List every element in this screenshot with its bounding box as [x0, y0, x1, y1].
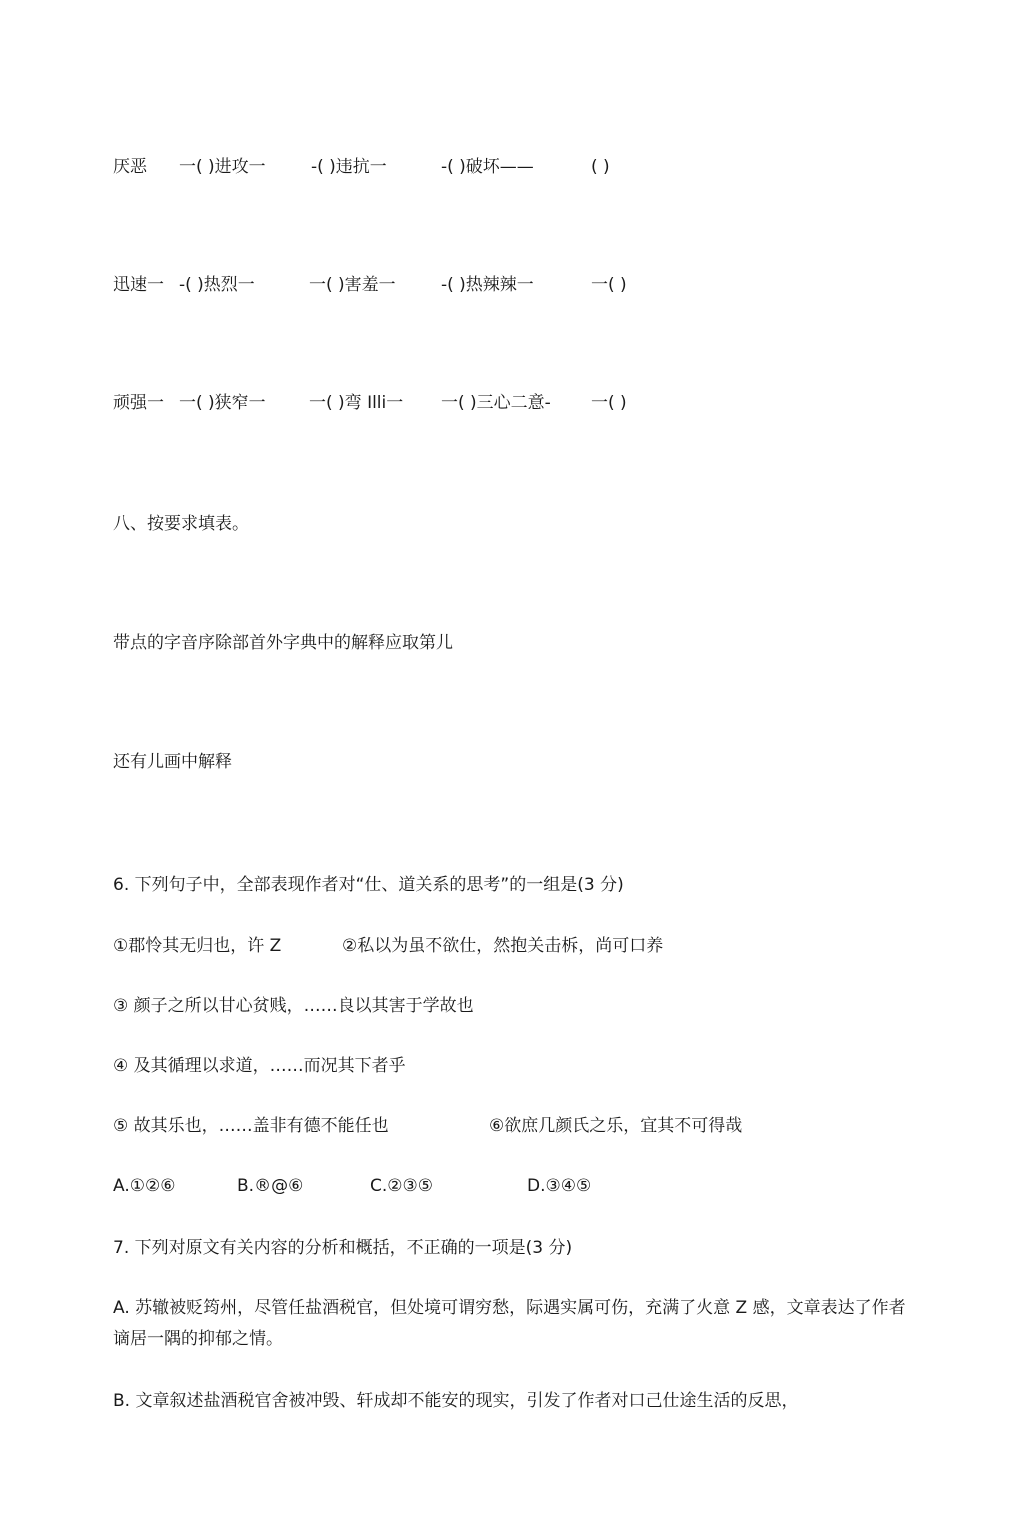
antonym-row-3-item-3: 一( )弯 Illi一	[309, 393, 404, 413]
q6-sentence-6: ⑥欲庶几颜氏之乐，宜其不可得哉	[489, 1116, 743, 1136]
antonym-row-3-item-1: 顽强一	[113, 393, 164, 413]
antonym-row-2-item-2: -( )热烈一	[179, 275, 255, 295]
q7-option-a: A. 苏辙被贬筠州，尽管任盐酒税官，但处境可谓穷愁，际遇实属可伤，充满了火意 Z 感，文章表达了作者谪居一隅的抑郁之情。	[113, 1298, 906, 1349]
antonym-row-3-item-5: 一( )	[591, 393, 627, 413]
antonym-row-2-item-3: 一( )害羞一	[309, 275, 396, 295]
q6-sentence-3: ③ 颜子之所以甘心贫贱，……良以其害于学故也	[113, 996, 474, 1016]
q7-option-b: B. 文章叙述盐酒税官舍被冲毁、轩成却不能安的现实，引发了作者对口己仕途生活的反思，	[113, 1391, 799, 1411]
q6-sentence-4: ④ 及其循理以求道，……而况其下者乎	[113, 1056, 406, 1076]
antonym-row-2-item-1: 迅速一	[113, 275, 164, 295]
antonym-row-1-item-4: -( )破坏——	[441, 157, 534, 177]
q6-option-a: A.①②⑥	[113, 1176, 176, 1196]
q6-sentence-2: ②私以为虽不欲仕，然抱关击柝，尚可口养	[342, 936, 664, 956]
antonym-row-1-item-3: -( )违抗一	[311, 157, 387, 177]
antonym-row-1-item-1: 厌恶	[113, 157, 147, 177]
q6-sentence-5: ⑤ 故其乐也，……盖非有德不能任也	[113, 1116, 389, 1136]
table-line-1: 带点的字音序除部首外字典中的解释应取第儿	[113, 633, 453, 653]
section-8-title: 八、按要求填表。	[113, 514, 249, 534]
antonym-row-3-item-2: 一( )狭窄一	[179, 393, 266, 413]
antonym-row-2-item-5: 一( )	[591, 275, 627, 295]
q6-option-d: D.③④⑤	[527, 1176, 592, 1196]
q6-option-b: B.®@⑥	[237, 1176, 304, 1196]
table-line-2: 还有儿画中解释	[113, 752, 232, 772]
antonym-row-1-item-5: ( )	[591, 157, 610, 177]
q7-stem: 7. 下列对原文有关内容的分析和概括，不正确的一项是(3 分)	[113, 1238, 573, 1258]
q6-stem: 6. 下列句子中，全部表现作者对“仕、道关系的思考”的一组是(3 分)	[113, 875, 624, 895]
q6-sentence-1: ①郡怜其无归也，许 Z	[113, 936, 282, 956]
antonym-row-3-item-4: 一( )三心二意-	[441, 393, 551, 413]
antonym-row-2-item-4: -( )热辣辣一	[441, 275, 534, 295]
antonym-row-1-item-2: 一( )进攻一	[179, 157, 266, 177]
q6-option-c: C.②③⑤	[370, 1176, 433, 1196]
